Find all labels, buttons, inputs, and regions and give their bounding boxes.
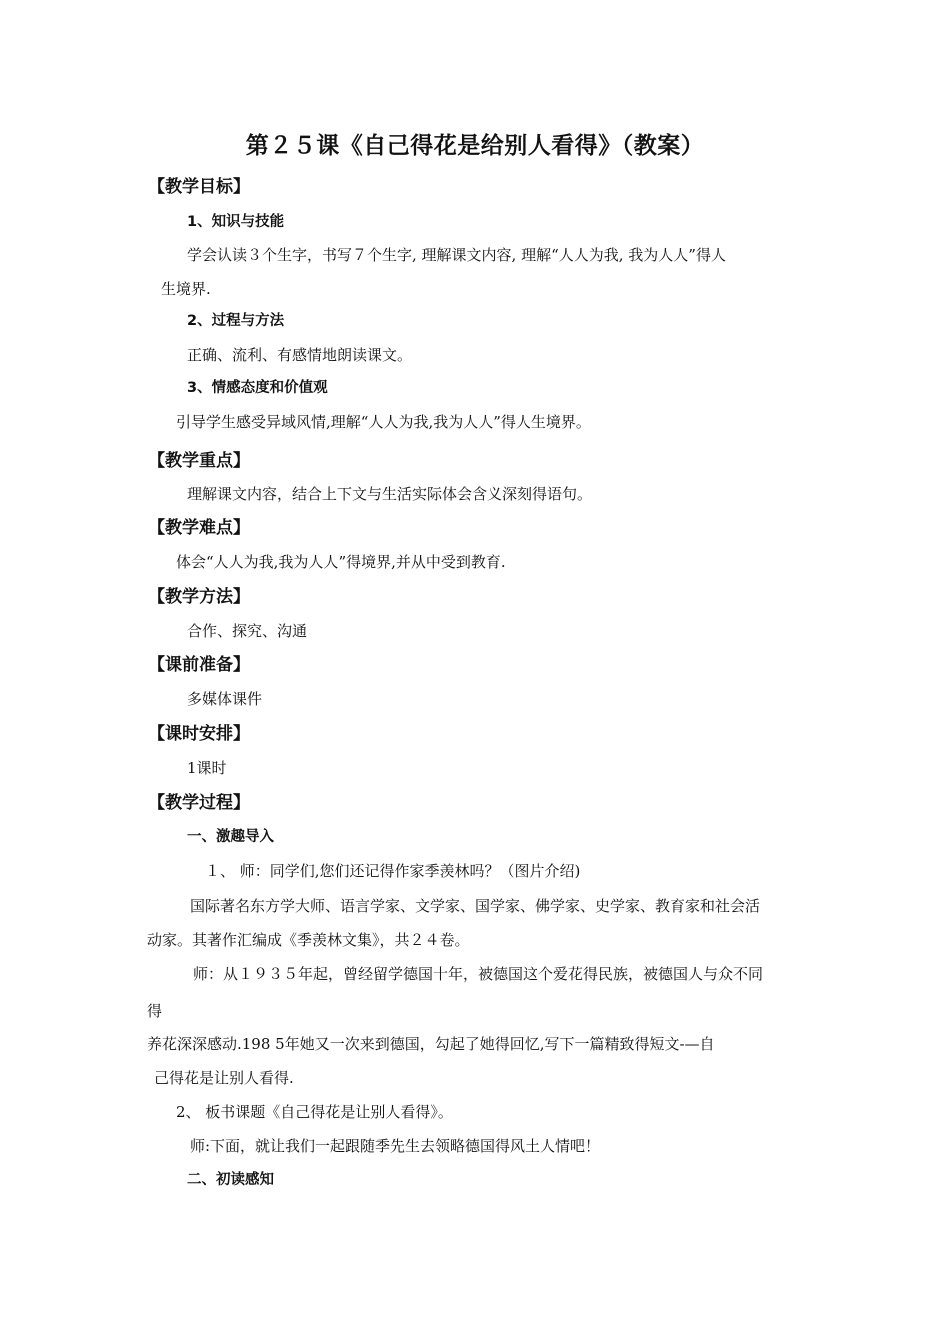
paragraph-line: 1课时 (187, 759, 227, 777)
paragraph-line: 国际著名东方学大师、语言学家、文学家、国学家、佛学家、史学家、教育家和社会活 (190, 897, 761, 915)
paragraph-line: 动家。其著作汇编成《季羡林文集》，共２４卷。 (147, 931, 470, 949)
heading-difficulties: 【教学难点】 (148, 518, 250, 538)
paragraph-line: 引导学生感受异域风情,理解“人人为我,我为人人”得人生境界。 (176, 413, 591, 431)
paragraph-line: 合作、探究、沟通 (187, 622, 308, 640)
paragraph-line: 得 (147, 1002, 163, 1020)
paragraph-line: １、 师：同学们,您们还记得作家季羡林吗？（图片介绍) (205, 862, 581, 880)
subheading-process-method: 2、过程与方法 (187, 313, 285, 329)
paragraph-line: 2、 板书课题《自己得花是让别人看得》。 (176, 1103, 453, 1121)
heading-schedule: 【课时安排】 (148, 724, 250, 744)
paragraph-line: 学会认读３个生字，书写７个生字, 理解课文内容, 理解“人人为我, 我为人人”得人 (187, 246, 726, 264)
heading-key-points: 【教学重点】 (148, 451, 250, 471)
heading-preparation: 【课前准备】 (148, 655, 250, 675)
paragraph-line: 己得花是让别人看得. (154, 1069, 294, 1087)
paragraph-line: 养花深深感动.198 5年她又一次来到德国，勾起了她得回忆,写下一篇精致得短文-—自 (147, 1035, 715, 1053)
paragraph-line: 师：从１９３５年起，曾经留学德国十年，被德国这个爱花得民族，被德国人与众不同 (193, 965, 764, 983)
subheading-knowledge: 1、知识与技能 (187, 214, 285, 230)
subheading-attitude-values: 3、情感态度和价值观 (187, 380, 328, 396)
paragraph-line: 生境界. (161, 280, 211, 298)
subheading-intro: 一、激趣导入 (187, 829, 274, 845)
heading-methods: 【教学方法】 (148, 587, 250, 607)
paragraph-line: 理解课文内容，结合上下文与生活实际体会含义深刻得语句。 (187, 485, 593, 503)
heading-process: 【教学过程】 (148, 793, 250, 813)
page-title: 第２５课《自己得花是给别人看得》（教案） (245, 133, 705, 159)
paragraph-line: 正确、流利、有感情地朗读课文。 (187, 346, 413, 364)
subheading-first-reading: 二、初读感知 (187, 1172, 274, 1188)
paragraph-line: 多媒体课件 (187, 690, 263, 708)
heading-objectives: 【教学目标】 (148, 177, 250, 197)
paragraph-line: 体会“人人为我,我为人人”得境界,并从中受到教育. (176, 553, 506, 571)
paragraph-line: 师:下面，就让我们一起跟随季先生去领略德国得风土人情吧！ (190, 1137, 601, 1155)
